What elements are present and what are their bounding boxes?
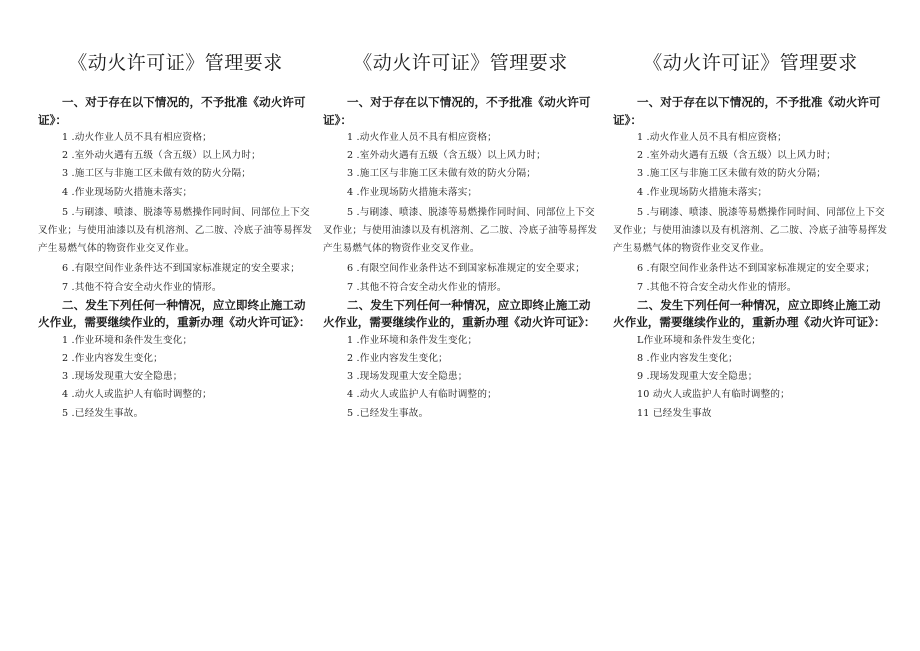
list-item: 5 .已经发生事故。 [62, 407, 144, 419]
list-item: 10 动火人或监护人有临时调整的； [637, 389, 790, 401]
page-title: 《动火许可证》管理要求 [68, 52, 283, 74]
notice-column-1 [38, 50, 313, 423]
list-item: L作业环境和条件发生变化； [637, 334, 762, 346]
list-item: 7 .其他不符合安全动火作业的情形。 [347, 281, 507, 293]
section-1-heading: 一、对于存在以下情况的，不予批准《动火许可证》： [38, 95, 306, 127]
section-2-heading: 二、发生下列任何一种情况，应立即终止施工动火作业，需要继续作业的，重新办理《动火许可证》： [38, 297, 311, 330]
list-item: 5 .与刷漆、喷漆、脱漆等易燃操作同时间、同部位上下交叉作业；与使用油漆以及有机溶剂、乙二胺、冷底子油等易挥发产生易燃气体的物资作业交叉作业。 [38, 206, 313, 255]
list-item: 7 .其他不符合安全动火作业的情形。 [637, 281, 797, 293]
list-item: 11 已经发生事故 [637, 407, 712, 419]
list-item: 5 .已经发生事故。 [347, 407, 429, 419]
list-item: 6 .有限空间作业条件达不到国家标准规定的安全要求； [347, 263, 586, 275]
list-item: 1 .动火作业人员不具有相应资格； [62, 132, 212, 143]
notice-column-3 [613, 50, 888, 423]
list-item: 4 .作业现场防火措施未落实； [347, 186, 478, 198]
list-item: 5 .与刷漆、喷漆、脱漆等易燃操作同时间、同部位上下交叉作业；与使用油漆以及有机溶剂、乙二胺、冷底子油等易挥发产生易燃气体的物资作业交叉作业。 [323, 206, 598, 255]
list-item: 3 .现场发现重大安全隐患； [347, 371, 468, 383]
list-item: 2 .作业内容发生变化； [62, 353, 163, 365]
page-title: 《动火许可证》管理要求 [643, 52, 858, 74]
list-item: 1 .作业环境和条件发生变化； [62, 334, 193, 346]
list-item: 4 .作业现场防火措施未落实； [62, 186, 193, 198]
list-item: 3 .施工区与非施工区未做有效的防火分隔； [637, 168, 827, 180]
section-2-heading: 二、发生下列任何一种情况，应立即终止施工动火作业，需要继续作业的，重新办理《动火许可证》： [613, 297, 886, 330]
list-item: 8 .作业内容发生变化； [637, 353, 738, 365]
list-item: 3 .现场发现重大安全隐患； [62, 371, 183, 383]
list-item: 6 .有限空间作业条件达不到国家标准规定的安全要求； [637, 263, 876, 275]
list-item: 9 .现场发现重大安全隐患； [637, 371, 758, 383]
list-item: 1 .动火作业人员不具有相应资格； [347, 132, 497, 143]
section-1-heading: 一、对于存在以下情况的，不予批准《动火许可证》： [323, 95, 591, 127]
notice-column-2 [323, 50, 598, 423]
list-item: 1 .动火作业人员不具有相应资格； [637, 132, 787, 143]
list-item: 1 .作业环境和条件发生变化； [347, 334, 478, 346]
list-item: 2 .作业内容发生变化； [347, 353, 448, 365]
page-title: 《动火许可证》管理要求 [353, 52, 568, 74]
list-item: 7 .其他不符合安全动火作业的情形。 [62, 281, 222, 293]
list-item: 3 .施工区与非施工区未做有效的防火分隔； [62, 168, 252, 180]
list-item: 2 .室外动火遇有五级（含五级）以上风力时； [62, 150, 261, 162]
list-item: 4 .作业现场防火措施未落实； [637, 186, 768, 198]
list-item: 3 .施工区与非施工区未做有效的防火分隔； [347, 168, 537, 180]
section-1-heading: 一、对于存在以下情况的，不予批准《动火许可证》： [613, 95, 881, 127]
section-2-heading: 二、发生下列任何一种情况，应立即终止施工动火作业，需要继续作业的，重新办理《动火许可证》： [323, 297, 596, 330]
list-item: 4 .动火人或监护人有临时调整的； [62, 389, 212, 401]
list-item: 5 .与刷漆、喷漆、脱漆等易燃操作同时间、同部位上下交叉作业；与使用油漆以及有机溶剂、乙二胺、冷底子油等易挥发产生易燃气体的物资作业交叉作业。 [613, 206, 888, 255]
list-item: 2 .室外动火遇有五级（含五级）以上风力时； [637, 150, 836, 162]
list-item: 2 .室外动火遇有五级（含五级）以上风力时； [347, 150, 546, 162]
list-item: 6 .有限空间作业条件达不到国家标准规定的安全要求； [62, 263, 301, 275]
list-item: 4 .动火人或监护人有临时调整的； [347, 389, 497, 401]
